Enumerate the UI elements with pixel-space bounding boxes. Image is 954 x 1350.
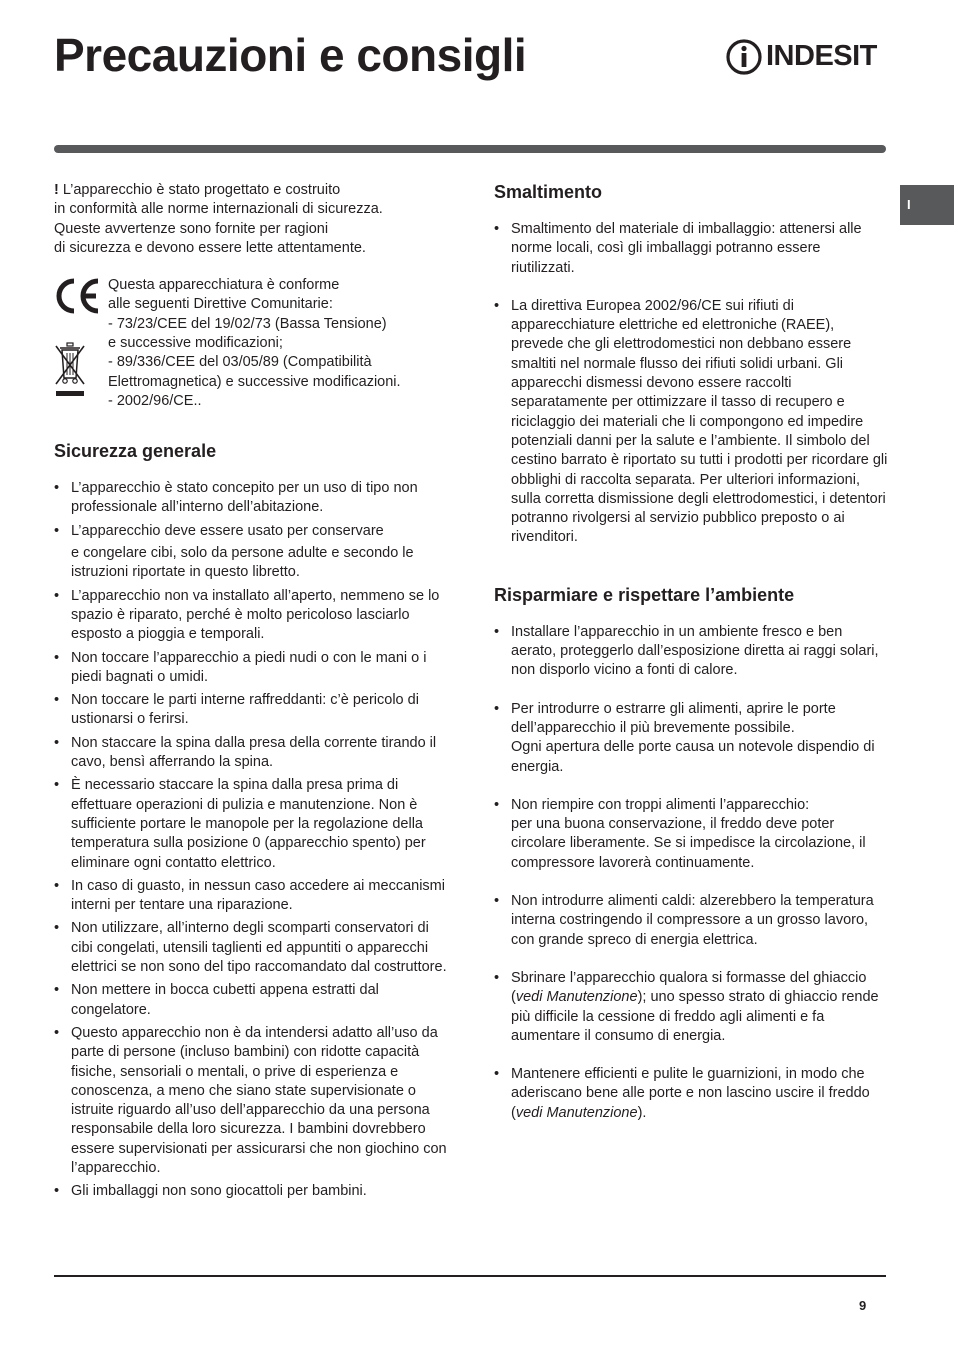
list-item: • È necessario staccare la spina dalla presa prima di effettuare operazioni di pulizia e manutenzione. Non è sufficiente portare le manopole per la regolazione della temperatura sulla posizione 0 (apparecchio spento) per eliminare ogni contatto elettrico. [54,776,449,872]
safety-list [54,479,449,1201]
list-item: • Non staccare la spina dalla presa della corrente tirando il cavo, bensì afferrando la spina. [54,734,449,773]
header-divider [54,145,886,153]
directive-line: alle seguenti Direttive Comunitarie: [108,296,333,313]
ce-mark-icon [54,276,102,316]
intro-paragraph [54,181,449,258]
list-item-text: • Per introdurre o estrarre gli alimenti, aprire le porte dell’apparecchio il più brevemente possibile. [511,700,836,736]
directive-line: - 89/336/CEE del 03/05/89 (Compatibilità [108,354,372,371]
environment-list [494,623,888,1123]
list-item [494,1065,888,1123]
directive-line: Questa apparecchiatura è conforme [108,277,340,294]
warning-mark: ! [54,182,59,198]
list-item-text: ); uno spesso strato di ghiaccio rende più difficile la cessione di freddo agli alimenti e fa aumentare il consumo di energia. [511,989,879,1044]
intro-line: in conformità alle norme internazionali di sicurezza. [54,201,383,218]
list-item: • Non toccare le parti interne raffreddanti: c’è pericolo di ustionarsi o ferirsi. [54,691,449,730]
directive-line: e successive modificazioni; [108,335,283,352]
list-item-text: • Non riempire con troppi alimenti l’apparecchio: [511,796,810,813]
environment-heading: Risparmiare e rispettare l’ambiente [494,584,795,605]
brand-wordmark: INDESIT [766,40,877,72]
right-column [494,181,888,1142]
list-item-text: L’apparecchio deve essere usato per conservare [71,522,384,539]
directive-line: - 73/23/CEE del 19/02/73 (Bassa Tensione) [108,315,387,332]
list-item [494,796,888,873]
footer-divider [54,1275,886,1277]
crossed-bin-icon [54,342,86,400]
list-item [54,522,449,583]
cross-reference: vedi Manutenzione [515,989,638,1006]
disposal-heading: Smaltimento [494,182,603,202]
list-item-continuation: e congelare cibi, solo da persone adulte e secondo le istruzioni riportate in questo libretto. [71,545,414,581]
list-item: • L’apparecchio è stato concepito per un uso di tipo non professionale all’interno dell’abitazione. [54,479,449,518]
page-title: Precauzioni e consigli [54,29,527,81]
list-item-text: Sbrinare l’apparecchio qualora si formasse del ghiaccio ( [511,969,867,1006]
cross-reference: vedi Manutenzione [515,1104,638,1121]
list-item: • La direttiva Europea 2002/96/CE sui rifiuti di apparecchiature elettriche ed elettroniche (RAEE), prevede che gli elettrodomestici non debbano essere smaltiti nel normale flusso dei rifiuti solidi urbani. Gli apparecchi dismessi devono essere raccolti separatamente per ottimizzare il tasso di recupero e riciclaggio dei materiali che li compongono ed impedire potenziali danni per la salute e l’ambiente. Il simbolo del cestino barrato è riportato su tutti i prodotti per ricordare gli obblighi di raccolta separata. Per ulteriori informazioni, sulla corretta dismissione degli elettrodomestici, i detentori potranno rivolgersi al servizio pubblico preposto o ai rivenditori. [494,297,888,548]
list-item: • L’apparecchio non va installato all’aperto, nemmeno se lo spazio è riparato, perché è molto pericoloso lasciarlo esposto a pioggia e temporali. [54,587,449,645]
left-column [54,181,449,1206]
directive-line: Elettromagnetica) e successive modificazioni. [108,373,401,390]
directives-block [54,276,449,409]
directives-text [108,276,449,411]
list-item: • Installare l’apparecchio in un ambiente fresco e ben aerato, proteggerlo dall’esposizione diretta ai raggi solari, non disporlo vicino a fonti di calore. [494,623,888,681]
page-number: 9 [859,1298,867,1313]
disposal-list [494,220,888,548]
list-item-text: ). [637,1104,647,1121]
list-item-continuation: Ogni apertura delle porte causa un notevole dispendio di energia. [511,739,875,775]
list-item [494,700,888,777]
list-item: • In caso di guasto, in nessun caso accedere ai meccanismi interni per tentare una riparazione. [54,877,449,916]
safety-heading: Sicurezza generale [54,441,217,462]
list-item-continuation: per una buona conservazione, il freddo deve poter circolare liberamente. Se si impedisce la circolazione, il compressore lavorerà continuamente. [511,816,866,871]
list-item: • Non introdurre alimenti caldi: alzerebbero la temperatura interna costringendo il compressore a un grosso lavoro, con grande spreco di energia elettrica. [494,892,888,950]
brand-i-icon [726,36,762,78]
directive-line: - 2002/96/CE.. [108,392,202,409]
list-item [494,969,888,1046]
list-item: • Non utilizzare, all’interno degli scomparti conservatori di cibi congelati, utensili taglienti ed appuntiti o apparecchi elettrici se non sono del tipo raccomandato dal costruttore. [54,919,449,977]
list-item: • Smaltimento del materiale di imballaggio: attenersi alle norme locali, così gli imballaggi potranno essere riutilizzati. [494,220,888,278]
list-item-text: Mantenere efficienti e pulite le guarnizioni, in modo che aderiscano bene alle porte e non lascino uscire il freddo ( [511,1066,870,1121]
language-tab: I [900,185,954,225]
list-item: • Gli imballaggi non sono giocattoli per bambini. [54,1182,449,1201]
indesit-logo [726,36,886,78]
intro-line: Queste avvertenze sono fornite per ragioni [54,220,329,237]
list-item: • Non mettere in bocca cubetti appena estratti dal congelatore. [54,981,449,1020]
intro-line: L’apparecchio è stato progettato e costruito [58,182,341,198]
intro-line: di sicurezza e devono essere lette attentamente. [54,239,366,256]
list-item: • Non toccare l’apparecchio a piedi nudi o con le mani o i piedi bagnati o umidi. [54,649,449,688]
list-item: • Questo apparecchio non è da intendersi adatto all’uso da parte di persone (incluso bambini) con ridotte capacità fisiche, sensoriali o mentali, o prive di esperienza e conoscenza, a meno che siano state supervisionate o istruite riguardo all’uso dell’apparecchio da una persona responsabile della loro sicurezza. I bambini dovrebbero essere supervisionati per assicurarsi che non giochino con l’apparecchio. [54,1024,449,1178]
